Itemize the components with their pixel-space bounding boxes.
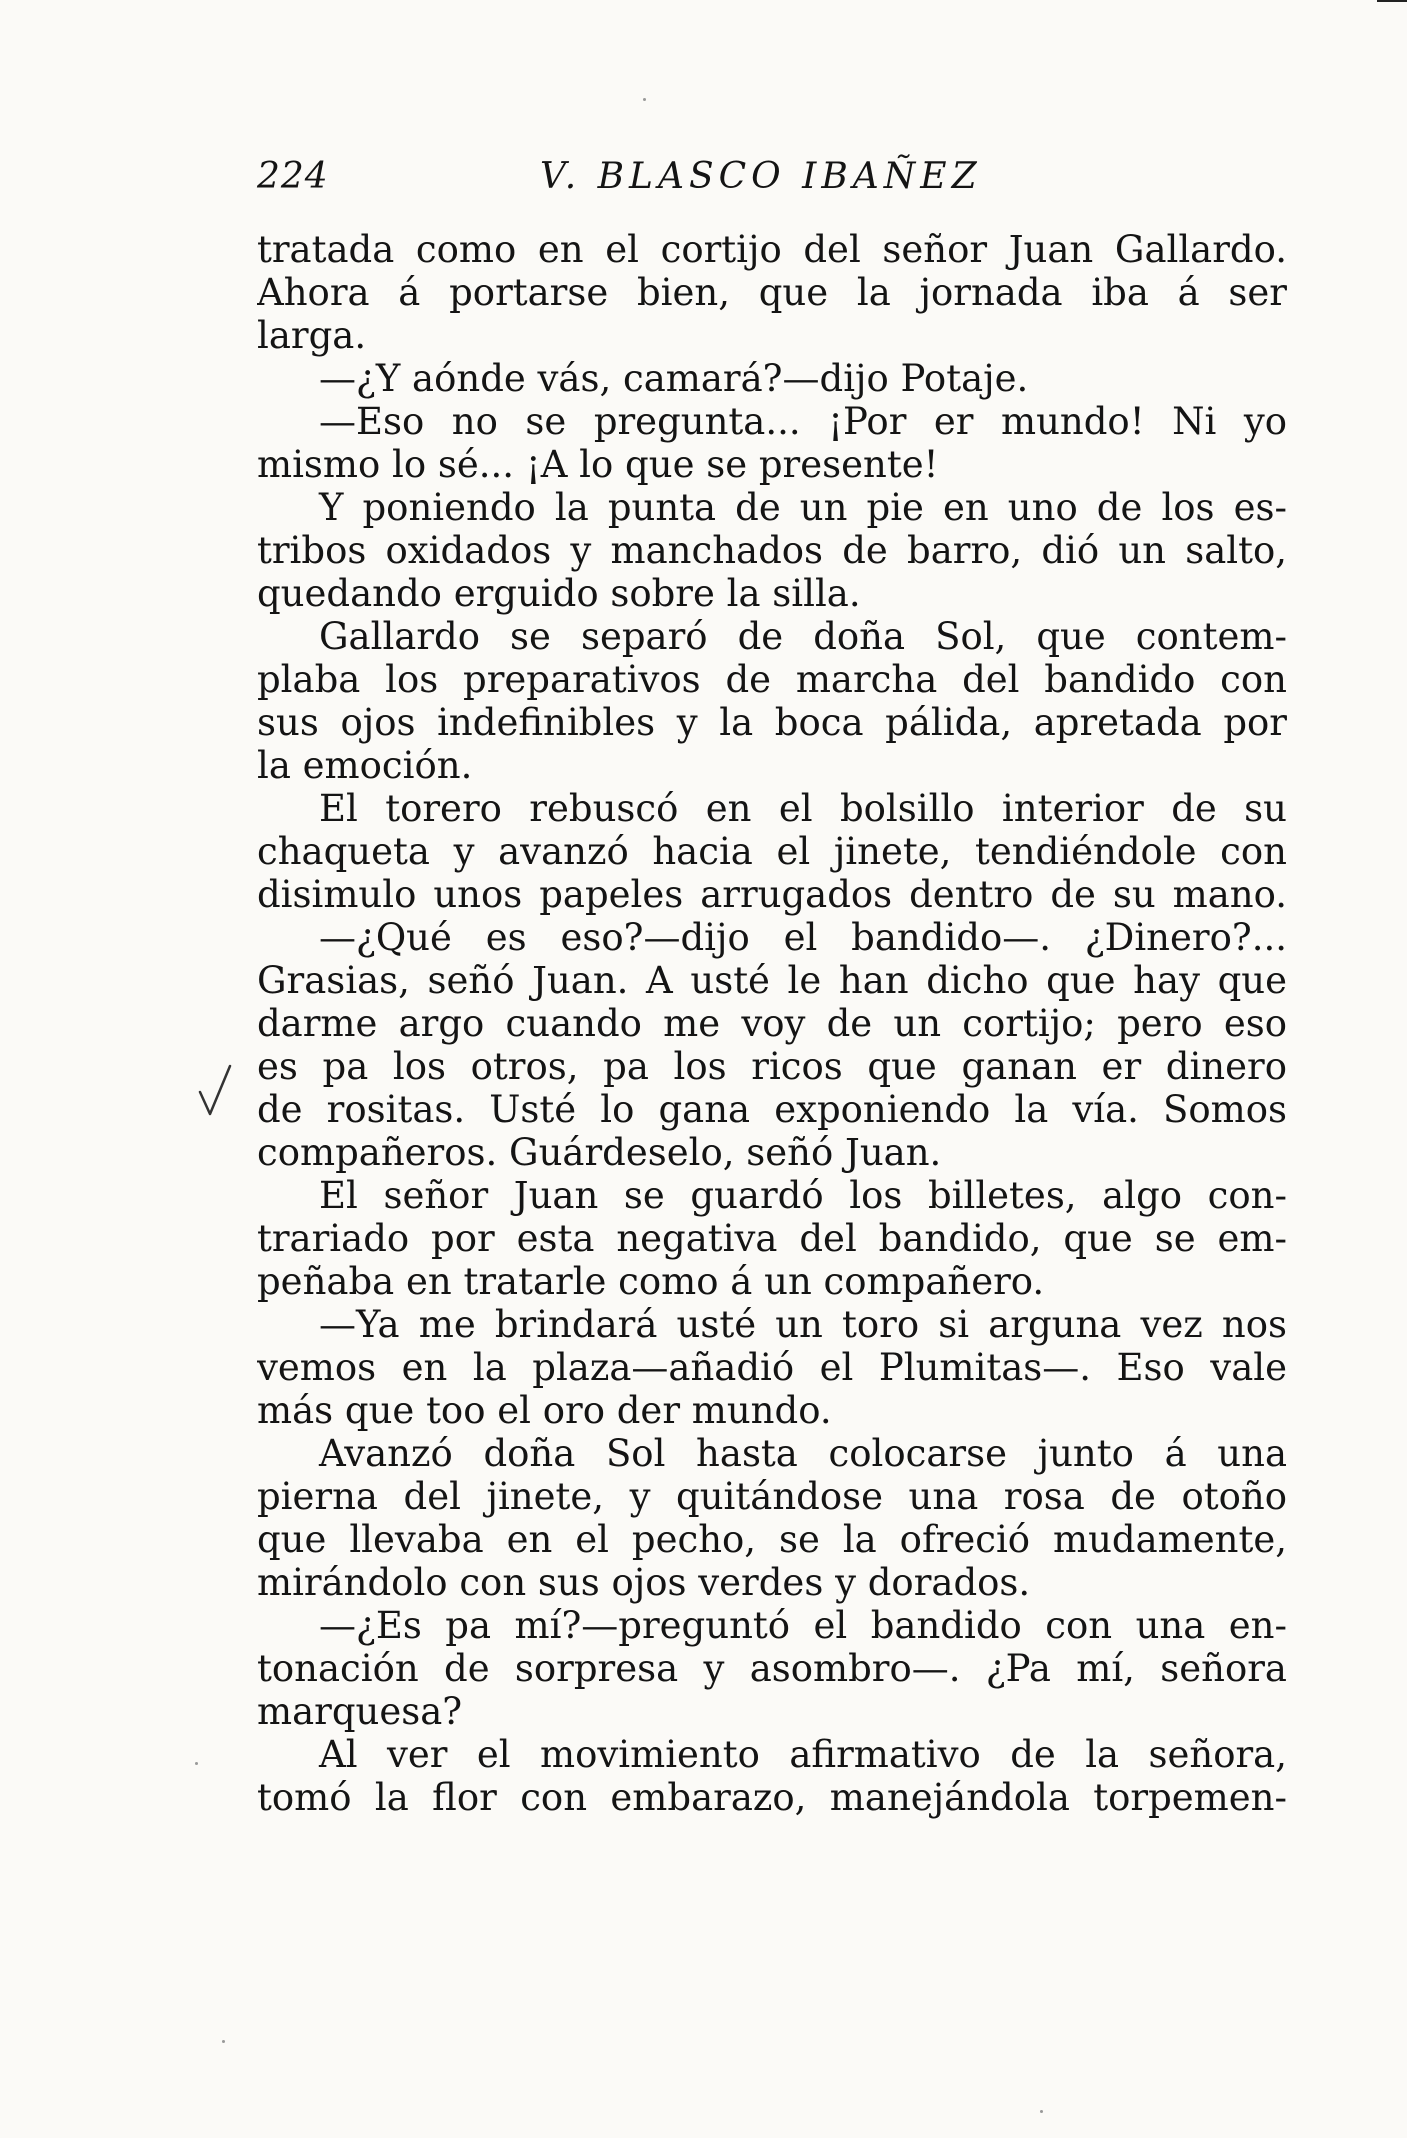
text-line: Ahora á portarse bien, que la jornada iba á ser: [257, 271, 1287, 314]
check-mark-svg: [196, 1062, 236, 1122]
text-line: de rositas. Usté lo gana exponiendo la vía. Somos: [257, 1088, 1287, 1131]
text-line: —¿Es pa mí?—preguntó el bandido con una en-: [319, 1604, 1287, 1647]
scan-edge-mark: [1377, 0, 1407, 2]
text-line: Gallardo se separó de doña Sol, que contem-: [319, 615, 1287, 658]
text-line: —Eso no se pregunta... ¡Por er mundo! Ni yo: [319, 400, 1287, 443]
check-mark-icon: [196, 1062, 236, 1122]
running-head: V. BLASCO IBAÑEZ: [540, 156, 982, 197]
text-line: tratada como en el cortijo del señor Juan Gallardo.: [257, 228, 1287, 271]
text-line: mismo lo sé... ¡A lo que se presente!: [257, 443, 939, 486]
paper-speck: [222, 2040, 225, 2043]
body-text: [257, 228, 1287, 1819]
text-line: vemos en la plaza—añadió el Plumitas—. Eso vale: [257, 1346, 1287, 1389]
text-line: larga.: [257, 314, 367, 357]
text-line: pierna del jinete, y quitándose una rosa de otoño: [257, 1475, 1287, 1518]
paper-speck: [1040, 2110, 1043, 2113]
text-line: más que too el oro der mundo.: [257, 1389, 832, 1432]
text-line: darme argo cuando me voy de un cortijo; pero eso: [257, 1002, 1287, 1045]
text-line: compañeros. Guárdeselo, señó Juan.: [257, 1131, 942, 1174]
text-line: la emoción.: [257, 744, 473, 787]
page-number: 224: [257, 156, 329, 197]
text-line: Al ver el movimiento afirmativo de la señora,: [319, 1733, 1287, 1776]
page-header: [257, 148, 1287, 208]
text-line: disimulo unos papeles arrugados dentro de su mano.: [257, 873, 1287, 916]
text-line: El señor Juan se guardó los billetes, algo con-: [319, 1174, 1287, 1217]
text-line: trariado por esta negativa del bandido, que se em-: [257, 1217, 1287, 1260]
text-line: tribos oxidados y manchados de barro, dió un salto,: [257, 529, 1287, 572]
text-line: —Ya me brindará usté un toro si arguna vez nos: [319, 1303, 1287, 1346]
text-line: El torero rebuscó en el bolsillo interior de su: [319, 787, 1287, 830]
paper-speck: [195, 1762, 198, 1765]
text-line: tomó la flor con embarazo, manejándola torpemen-: [257, 1776, 1287, 1819]
text-line: quedando erguido sobre la silla.: [257, 572, 861, 615]
paper-speck: [643, 98, 646, 101]
text-line: Avanzó doña Sol hasta colocarse junto á una: [319, 1432, 1287, 1475]
text-line: Grasias, señó Juan. A usté le han dicho que hay que: [257, 959, 1287, 1002]
text-line: —¿Qué es eso?—dijo el bandido—. ¿Dinero?...: [319, 916, 1287, 959]
text-line: plaba los preparativos de marcha del bandido con: [257, 658, 1287, 701]
text-line: es pa los otros, pa los ricos que ganan er dinero: [257, 1045, 1287, 1088]
text-line: —¿Y aónde vás, camará?—dijo Potaje.: [319, 357, 1029, 400]
text-line: sus ojos indefinibles y la boca pálida, apretada por: [257, 701, 1287, 744]
text-line: Y poniendo la punta de un pie en uno de los es-: [319, 486, 1287, 529]
text-line: chaqueta y avanzó hacia el jinete, tendiéndole con: [257, 830, 1287, 873]
text-line: mirándolo con sus ojos verdes y dorados.: [257, 1561, 1031, 1604]
text-line: peñaba en tratarle como á un compañero.: [257, 1260, 1045, 1303]
text-line: marquesa?: [257, 1690, 463, 1733]
text-line: tonación de sorpresa y asombro—. ¿Pa mí, señora: [257, 1647, 1287, 1690]
text-line: que llevaba en el pecho, se la ofreció mudamente,: [257, 1518, 1287, 1561]
